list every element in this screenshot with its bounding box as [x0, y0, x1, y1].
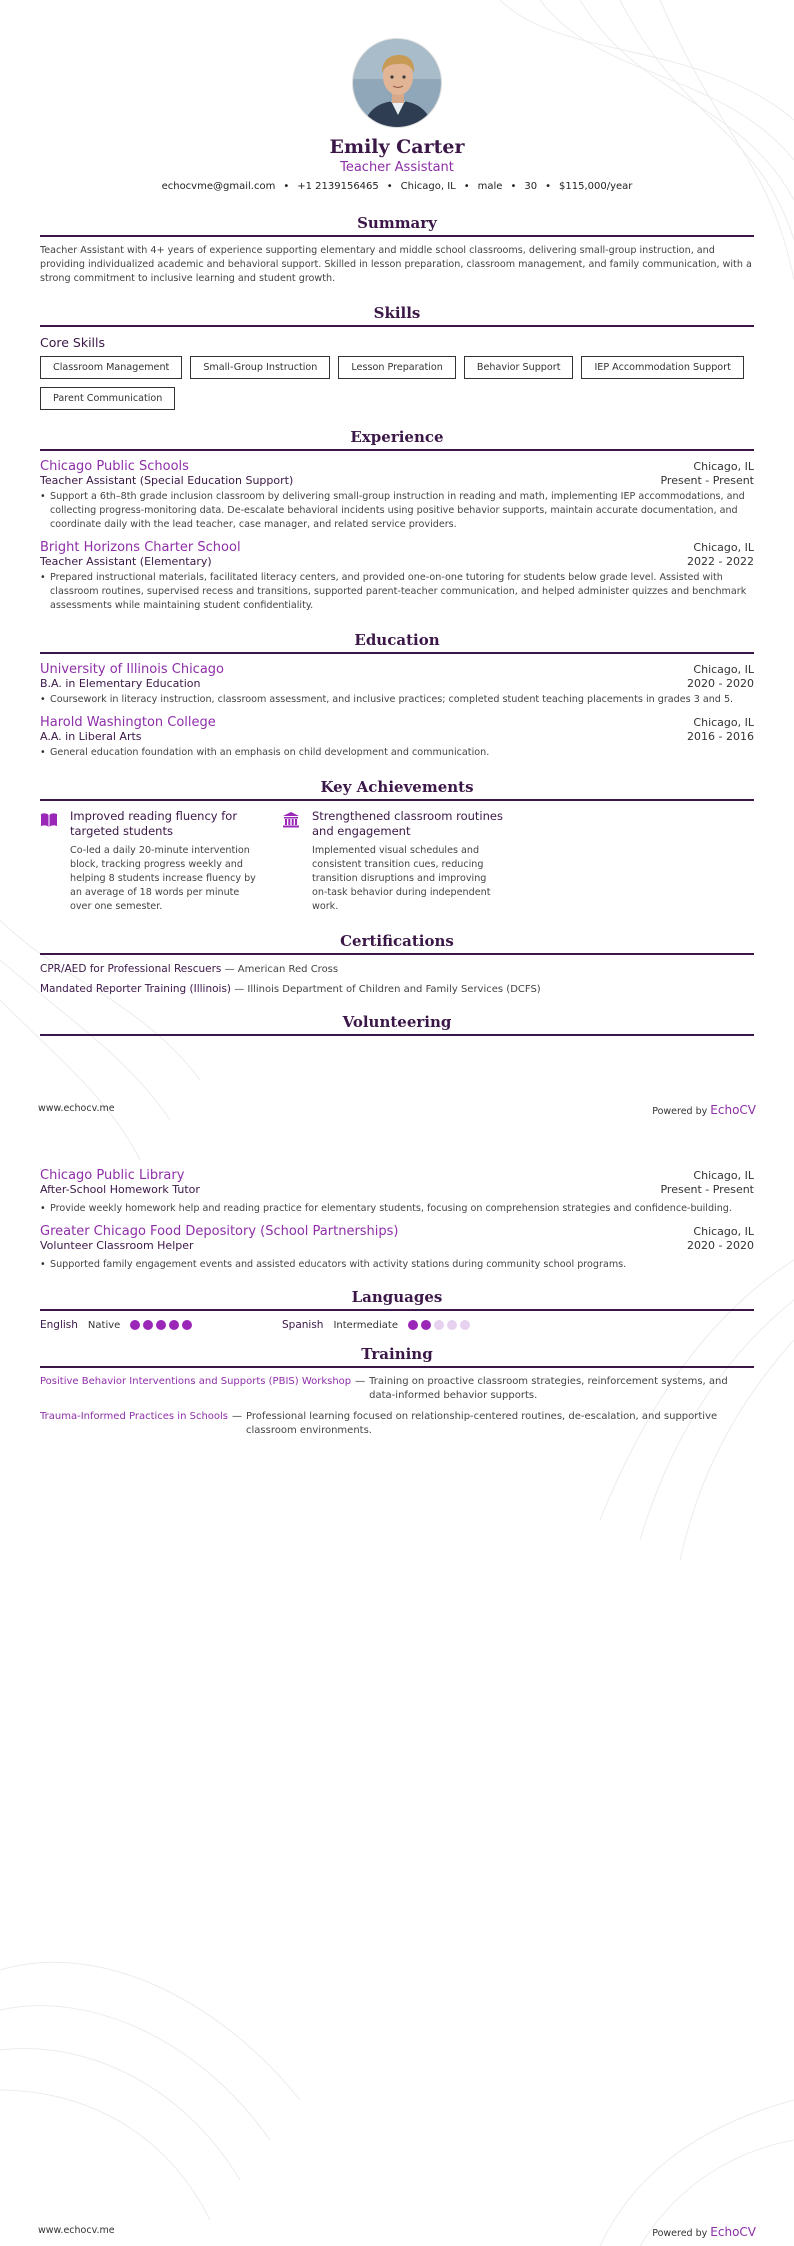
volunteer-dates: 2020 - 2020: [687, 1239, 754, 1252]
experience-entry: [40, 540, 754, 613]
education-dates: 2016 - 2016: [687, 730, 754, 743]
training-desc: Training on proactive classroom strategies, reinforcement systems, and data-informed behavior supports.: [369, 1376, 728, 1401]
rating-dot-empty: [460, 1320, 470, 1330]
training-name: Positive Behavior Interventions and Supports (PBIS) Workshop: [40, 1376, 352, 1387]
language-level: Native: [87, 1319, 121, 1331]
skills-group-title: Core Skills: [40, 335, 106, 350]
footer-site-link[interactable]: www.echocv.me: [38, 2225, 115, 2236]
resume-page-1: [40, 38, 754, 1036]
experience-org: Chicago Public Schools: [40, 459, 189, 474]
education-bullet: • General education foundation with an emphasis on child development and communication.: [40, 746, 754, 760]
skill-chip: Lesson Preparation: [338, 356, 456, 379]
volunteer-org: Chicago Public Library: [40, 1168, 185, 1183]
rating-dot-filled: [143, 1320, 153, 1330]
experience-location: Chicago, IL: [693, 541, 754, 554]
certification-item: CPR/AED for Professional Rescuers — American Red Cross: [40, 963, 339, 975]
education-school: University of Illinois Chicago: [40, 662, 224, 677]
languages-heading: Languages: [40, 1288, 754, 1311]
book-icon: [40, 809, 60, 914]
experience-bullet: • Prepared instructional materials, facilitated literacy centers, and provided one-on-one tutoring for students below grade level. Assisted with classroom routines, supervised recess and transitions, supported parent-teacher communication, and helped administer quizzes and benchmark assessments while maintaining student confidentiality.: [40, 571, 754, 613]
contact-gender: male: [477, 181, 503, 192]
achievement-item: [282, 809, 504, 914]
volunteer-dates: Present - Present: [660, 1183, 754, 1196]
language-name: English: [40, 1319, 78, 1331]
achievements-list: [40, 809, 754, 914]
avatar-photo: [353, 39, 442, 128]
experience-heading: Experience: [40, 428, 754, 451]
language-rating: [408, 1320, 470, 1330]
rating-dot-empty: [447, 1320, 457, 1330]
language-item: [40, 1319, 282, 1331]
volunteer-location: Chicago, IL: [693, 1225, 754, 1238]
experience-position: Teacher Assistant (Elementary): [40, 555, 212, 568]
training-desc: Professional learning focused on relationship-centered routines, de-escalation, and supportive classroom environments.: [246, 1411, 718, 1436]
footer-powered: [652, 1103, 756, 1117]
volunteer-bullet: • Provide weekly homework help and reading practice for elementary students, focusing on comprehension strategies and confidence-building.: [40, 1202, 754, 1216]
skill-chip: Behavior Support: [464, 356, 574, 379]
certification-name: Mandated Reporter Training (Illinois): [40, 983, 232, 995]
education-heading: Education: [40, 631, 754, 654]
education-location: Chicago, IL: [693, 663, 754, 676]
rating-dot-filled: [182, 1320, 192, 1330]
volunteer-position: After-School Homework Tutor: [40, 1183, 200, 1196]
education-school: Harold Washington College: [40, 715, 216, 730]
certifications-heading: Certifications: [40, 932, 754, 955]
page-footer: [38, 2225, 756, 2239]
contact-line: echocvme@gmail.com • +1 2139156465 • Chicago, IL • male • 30 • $115,000/year: [161, 181, 633, 192]
summary-heading: Summary: [40, 214, 754, 237]
achievement-title: Improved reading fluency for targeted students: [70, 809, 238, 838]
rating-dot-filled: [421, 1320, 431, 1330]
rating-dot-filled: [408, 1320, 418, 1330]
footer-powered: [652, 2225, 756, 2239]
language-rating: [130, 1320, 192, 1330]
education-entry: [40, 715, 754, 760]
experience-entry: [40, 459, 754, 532]
volunteer-location: Chicago, IL: [693, 1169, 754, 1182]
summary-text: Teacher Assistant with 4+ years of experience supporting elementary and middle school classrooms, delivering small-group instruction, and providing individualized academic and behavioral support. Skilled in lesson preparation, classroom management, and family communication, with a strong commitment to inclusive learning and student growth.: [40, 245, 752, 284]
footer-brand[interactable]: EchoCV: [710, 2225, 756, 2239]
achievement-title: Strengthened classroom routines and engagement: [312, 809, 503, 838]
skills-heading: Skills: [40, 304, 754, 327]
experience-dates: Present - Present: [660, 474, 754, 487]
achievement-desc: Implemented visual schedules and consistent transition cues, reducing transition disruptions and improving on-task behavior during independent work.: [312, 845, 491, 912]
experience-position: Teacher Assistant (Special Education Support): [40, 474, 294, 487]
experience-location: Chicago, IL: [693, 460, 754, 473]
training-heading: Training: [40, 1345, 754, 1368]
education-entry: [40, 662, 754, 707]
contact-age: 30: [524, 181, 538, 192]
contact-email[interactable]: echocvme@gmail.com: [161, 181, 276, 192]
certification-name: CPR/AED for Professional Rescuers: [40, 963, 222, 975]
skills-list: [40, 356, 754, 410]
education-dates: 2020 - 2020: [687, 677, 754, 690]
footer-brand[interactable]: EchoCV: [710, 1103, 756, 1117]
rating-dot-filled: [130, 1320, 140, 1330]
avatar: [352, 38, 442, 128]
skill-chip: Parent Communication: [40, 387, 175, 410]
volunteer-entry: [40, 1224, 754, 1272]
education-degree: A.A. in Liberal Arts: [40, 730, 142, 743]
certification-item: Mandated Reporter Training (Illinois) — Illinois Department of Children and Family Services (DCFS): [40, 983, 541, 995]
footer-site-link[interactable]: www.echocv.me: [38, 1103, 115, 1114]
skill-chip: IEP Accommodation Support: [581, 356, 743, 379]
contact-salary: $115,000/year: [559, 181, 633, 192]
footer-powered-label: Powered by: [652, 2228, 708, 2239]
language-item: [282, 1319, 524, 1331]
experience-bullet: • Support a 6th–8th grade inclusion classroom by delivering small-group instruction in reading and math, implementing IEP accommodations, and collecting progress-monitoring data. De-escalate behavioral incidents using positive behavior supports, maintain accurate documentation, and coordinate daily with the lead teacher, case manager, and related service providers.: [40, 490, 754, 532]
achievements-heading: Key Achievements: [40, 778, 754, 801]
language-level: Intermediate: [333, 1319, 398, 1331]
education-location: Chicago, IL: [693, 716, 754, 729]
skill-chip: Small-Group Instruction: [190, 356, 330, 379]
achievement-desc: Co-led a daily 20-minute intervention block, tracking progress weekly and helping 8 students increase fluency by an average of 18 words per minute over one semester.: [70, 845, 256, 912]
training-name: Trauma-Informed Practices in Schools: [40, 1411, 229, 1422]
page-footer: [38, 1103, 756, 1117]
language-name: Spanish: [282, 1319, 324, 1331]
rating-dot-filled: [156, 1320, 166, 1330]
resume-page-2: [40, 1160, 754, 1438]
candidate-name: Emily Carter: [329, 136, 465, 158]
footer-powered-label: Powered by: [652, 1106, 708, 1117]
volunteer-entry: [40, 1168, 754, 1216]
achievement-item: [40, 809, 262, 914]
certification-issuer: Illinois Department of Children and Family Services (DCFS): [247, 984, 541, 995]
training-item: Positive Behavior Interventions and Supports (PBIS) Workshop — Training on proactive classroom strategies, reinforcement systems, and data-informed behavior supports.: [40, 1375, 754, 1403]
experience-dates: 2022 - 2022: [687, 555, 754, 568]
volunteer-org: Greater Chicago Food Depository (School Partnerships): [40, 1224, 399, 1239]
rating-dot-filled: [169, 1320, 179, 1330]
rating-dot-empty: [434, 1320, 444, 1330]
languages-list: [40, 1319, 754, 1331]
certification-issuer: American Red Cross: [237, 964, 339, 975]
skill-chip: Classroom Management: [40, 356, 182, 379]
candidate-title: Teacher Assistant: [340, 160, 454, 175]
volunteer-bullet: • Supported family engagement events and assisted educators with activity stations during community school programs.: [40, 1258, 754, 1272]
contact-phone[interactable]: +1 2139156465: [297, 181, 379, 192]
volunteering-heading: Volunteering: [40, 1013, 754, 1036]
school-building-icon: [282, 809, 302, 914]
volunteer-position: Volunteer Classroom Helper: [40, 1239, 194, 1252]
training-item: Trauma-Informed Practices in Schools — Professional learning focused on relationship-centered routines, de-escalation, and supportive classroom environments.: [40, 1410, 754, 1438]
contact-location: Chicago, IL: [400, 181, 456, 192]
education-bullet: • Coursework in literacy instruction, classroom assessment, and inclusive practices; completed student teaching placements in grades 3 and 5.: [40, 693, 754, 707]
experience-org: Bright Horizons Charter School: [40, 540, 241, 555]
education-degree: B.A. in Elementary Education: [40, 677, 201, 690]
